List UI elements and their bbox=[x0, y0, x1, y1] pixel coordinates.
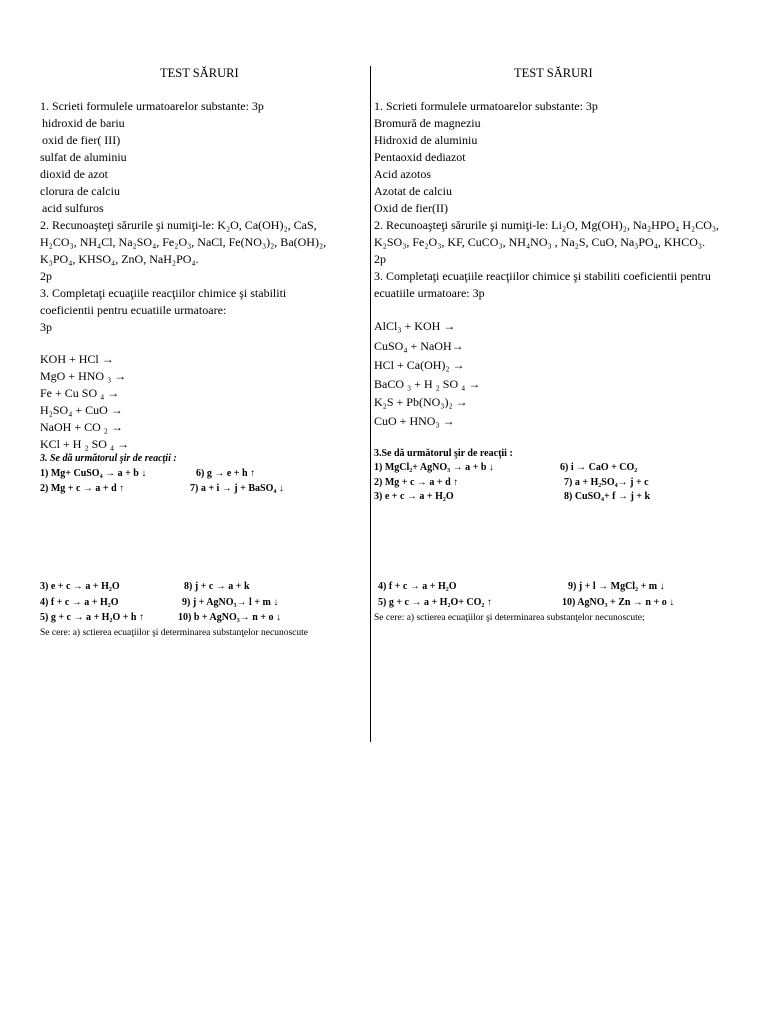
reaction: AlCl₃ + KOH → bbox=[374, 319, 456, 333]
chain-reaction: 1) MgCl₂+ AgNO₃ → a + b ↓ bbox=[374, 462, 494, 473]
question-2-line: K₂SO₃, Fe₂O₃, KF, CuCO₃, NH₄NO₃ , Na₂S, CuO, Na₃PO₄, KHCO₃. bbox=[374, 235, 706, 249]
question-4: 3.Se dă următorul şir de reacţii : bbox=[374, 448, 513, 459]
chain-reaction: 3) e + c → a + H₂O bbox=[40, 581, 120, 592]
q1-item: Acid azotos bbox=[374, 167, 431, 181]
q1-item: Oxid de fier(II) bbox=[374, 201, 448, 215]
q1-item: sulfat de aluminiu bbox=[40, 150, 127, 164]
question-1: 1. Scrieti formulele urmatoarelor substante: 3p bbox=[40, 99, 264, 113]
chain-reaction: 8) CuSO₄+ f → j + k bbox=[564, 491, 651, 502]
q1-item: clorura de calciu bbox=[40, 184, 120, 198]
question-2-line: H₂CO₃, NH₄Cl, Na₂SO₄, Fe₂O₃, NaCl, Fe(NO₃)₂, Ba(OH)₂, bbox=[40, 235, 327, 249]
q1-item: Bromură de magneziu bbox=[374, 116, 481, 130]
q1-item: acid sulfuros bbox=[42, 201, 104, 215]
chain-reaction: 1) Mg+ CuSO₄ → a + b ↓ bbox=[40, 468, 147, 479]
reaction: NaOH + CO ₂ → bbox=[40, 420, 123, 434]
chain-reaction: 8) j + c → a + k bbox=[184, 581, 250, 592]
question-2: 2. Recunoaşteţi sărurile şi numiţi-le: K₂O, Ca(OH)₂, CaS, bbox=[40, 218, 317, 232]
reaction: K₂S + Pb(NO₃)₂ → bbox=[374, 395, 468, 409]
chain-reaction: 4) f + c → a + H₂O bbox=[378, 581, 457, 592]
question-2-points: 2p bbox=[374, 252, 386, 266]
reaction: Fe + Cu SO ₄ → bbox=[40, 386, 120, 400]
reaction: MgO + HNO ₃ → bbox=[40, 369, 127, 383]
question-2: 2. Recunoaşteţi sărurile şi numiţi-le: Li₂O, Mg(OH)₂, Na₂HPO₄ H₂CO₃, bbox=[374, 218, 720, 232]
chain-reaction: 2) Mg + c → a + d ↑ bbox=[40, 483, 125, 494]
chain-reaction: 5) g + c → a + H₂O + h ↑ bbox=[40, 612, 144, 623]
chain-reaction: 9) j + AgNO₃→ l + m ↓ bbox=[182, 597, 279, 608]
chain-reaction: 5) g + c → a + H₂O+ CO₂ ↑ bbox=[378, 597, 492, 608]
q1-item: oxid de fier( III) bbox=[42, 133, 121, 147]
chain-reaction: 7) a + H₂SO₄→ j + c bbox=[564, 477, 649, 488]
reaction: BaCO ₃ + H ₂ SO ₄ → bbox=[374, 377, 481, 391]
chain-reaction: 2) Mg + c → a + d ↑ bbox=[374, 477, 459, 488]
page-title: TEST SĂRURI bbox=[160, 66, 239, 80]
reaction: HCl + Ca(OH)₂ → bbox=[374, 358, 465, 372]
question-2-points: 2p bbox=[40, 269, 52, 283]
chain-reaction: 7) a + i → j + BaSO₄ ↓ bbox=[190, 483, 284, 494]
chain-reaction: 4) f + c → a + H₂O bbox=[40, 597, 119, 608]
q1-item: Azotat de calciu bbox=[374, 184, 452, 198]
question-2-line: K₃PO₄, KHSO₄, ZnO, NaH₂PO₄. bbox=[40, 252, 199, 266]
chain-reaction: 6) g → e + h ↑ bbox=[196, 468, 256, 479]
question-1: 1. Scrieti formulele urmatoarelor substante: 3p bbox=[374, 99, 598, 113]
chain-reaction: 6) i → CaO + CO₂ bbox=[560, 462, 638, 473]
chain-reaction: 3) e + c → a + H₂O bbox=[374, 491, 454, 502]
page-title: TEST SĂRURI bbox=[514, 66, 593, 80]
question-3-points: 3p bbox=[40, 320, 52, 334]
reaction: H₂SO₄ + CuO → bbox=[40, 403, 123, 417]
question-3: 3. Completaţi ecuaţiile reacţiilor chimice şi stabiliti coeficientii pentru bbox=[374, 269, 711, 283]
q1-item: Pentaoxid dediazot bbox=[374, 150, 466, 164]
q1-item: dioxid de azot bbox=[40, 167, 108, 181]
reaction: KOH + HCl → bbox=[40, 352, 114, 366]
reaction: CuO + HNO₃ → bbox=[374, 414, 455, 428]
column-divider bbox=[370, 66, 371, 742]
question-3: 3. Completaţi ecuaţiile reacţiilor chimice şi stabiliti bbox=[40, 286, 287, 300]
question-4: 3. Se dă următorul şir de reacţii : bbox=[40, 453, 177, 464]
task-text: Se cere: a) sctierea ecuaţiilor şi determinarea substanţelor necunoscute bbox=[40, 628, 308, 638]
q1-item: Hidroxid de aluminiu bbox=[374, 133, 478, 147]
question-3-line: coeficientii pentru ecuatiile urmatoare: bbox=[40, 303, 227, 317]
chain-reaction: 10) b + AgNO₃→ n + o ↓ bbox=[178, 612, 282, 623]
reaction: KCl + H ₂ SO ₄ → bbox=[40, 437, 130, 451]
question-3-line: ecuatiile urmatoare: 3p bbox=[374, 286, 485, 300]
task-text: Se cere: a) sctierea ecuaţiilor şi determinarea substanţelor necunoscute; bbox=[374, 613, 645, 623]
reaction: CuSO₄ + NaOH→ bbox=[374, 339, 464, 353]
chain-reaction: 10) AgNO₃ + Zn → n + o ↓ bbox=[562, 597, 675, 608]
q1-item: hidroxid de bariu bbox=[42, 116, 125, 130]
chain-reaction: 9) j + l → MgCl₂ + m ↓ bbox=[568, 581, 665, 592]
